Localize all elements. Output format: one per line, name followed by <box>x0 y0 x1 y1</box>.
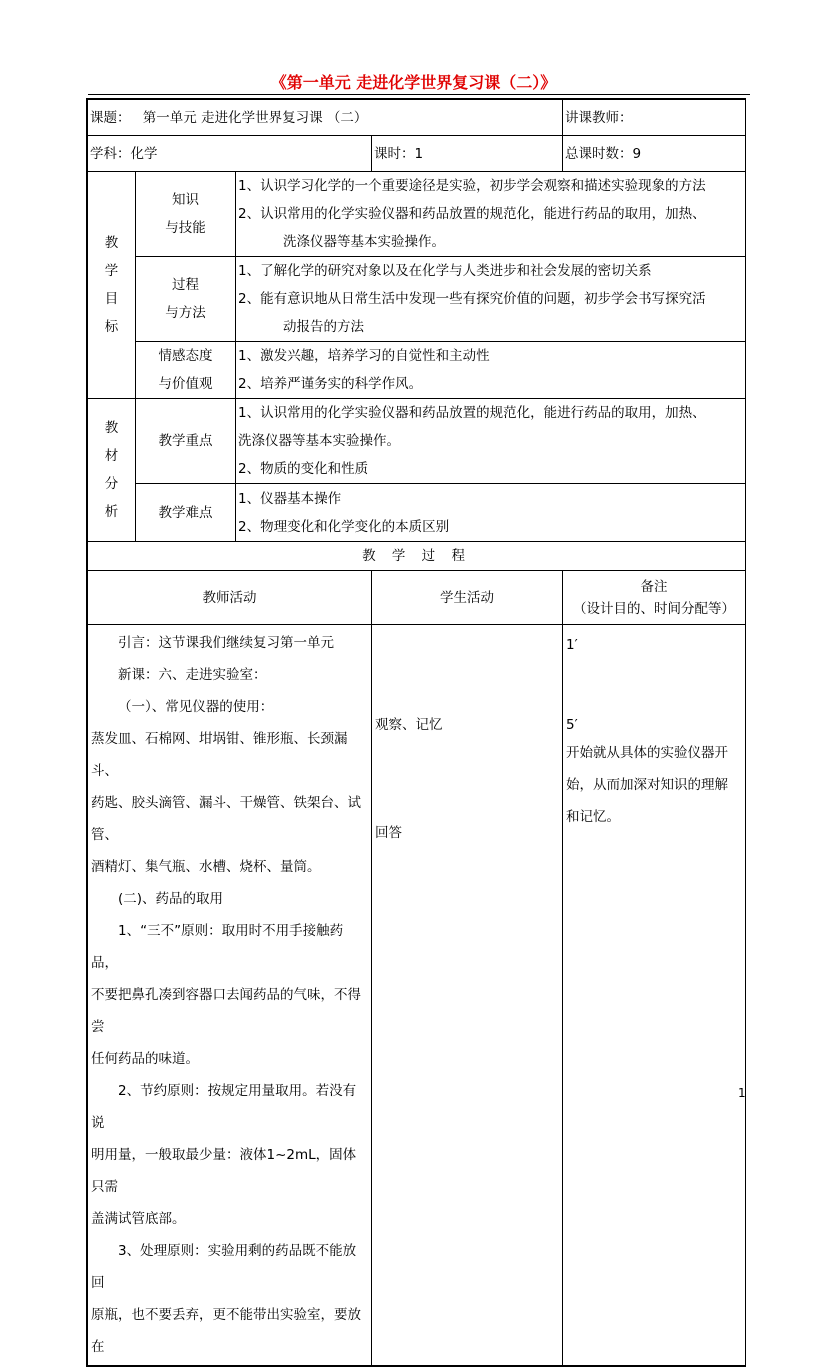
goal-attitude-name: 情感态度 与价值观 <box>136 342 236 399</box>
note-time-5: 5′ <box>566 717 578 733</box>
goal-process-content: 1、了解化学的研究对象以及在化学与人类进步和社会发展的密切关系 2、能有意识地从日常生活中发现一些有探究价值的问题，初步学会书写探究活 动报告的方法 <box>236 257 746 342</box>
student-observe: 观察、记忆 <box>375 717 443 733</box>
hours-cell: 课时：1 <box>372 136 563 172</box>
teacher-cell <box>563 100 746 136</box>
difficulties-content: 1、仪器基本操作 2、物理变化和化学变化的本质区别 <box>236 484 746 542</box>
difficulties-name: 教学难点 <box>136 484 236 542</box>
goal-knowledge-name: 知识 与技能 <box>136 172 236 257</box>
teacher-activity-content: 引言：这节课我们继续复习第一单元 新课：六、走进实验室： （一）、常见仪器的使用： 蒸发皿、石棉网、坩埚钳、锥形瓶、长颈漏斗、 药匙、胶头滴管、漏斗、干燥管、铁架台、试管、 酒精灯、集气瓶、水槽、烧杯、量筒。 (二)、药品的取用 1、“三不”原则：取用时不用手接触药品， 不要把鼻孔凑到容器口去闻药品的气味，不得尝 任何药品的味道。 2、节约原则：按规定用量取用。若没有说 明用量，一般取最少量：液体1~2mL，固体只需 盖满试管底部。 3、处理原则：实验用剩的药品既不能放回 原瓶，也不要丢弃，更不能带出实验室，要放在 <box>88 625 372 1366</box>
process-title: 教 学 过 程 <box>88 542 746 571</box>
note-purpose: 开始就从具体的实验仪器开 始，从而加深对知识的理解 和记忆。 <box>566 745 729 825</box>
goal-process-name: 过程 与方法 <box>136 257 236 342</box>
goals-label: 教 学 目 标 <box>88 172 136 399</box>
teacher-activity-header: 教师活动 <box>88 571 372 625</box>
header-rule <box>88 94 750 95</box>
lesson-plan-table <box>86 98 746 1367</box>
student-activity-content <box>372 625 563 1366</box>
student-activity-header: 学生活动 <box>372 571 563 625</box>
goal-attitude-content: 1、激发兴趣，培养学习的自觉性和主动性 2、培养严谨务实的科学作风。 <box>236 342 746 399</box>
notes-content <box>563 625 746 1366</box>
key-points-name: 教学重点 <box>136 399 236 484</box>
key-points-content: 1、认识常用的化学实验仪器和药品放置的规范化，能进行药品的取用，加热、 洗涤仪器等基本实验操作。 2、物质的变化和性质 <box>236 399 746 484</box>
document-title: 《第一单元 走进化学世界复习课（二）》 <box>270 73 557 92</box>
notes-header: 备注 （设计目的、时间分配等） <box>563 571 746 625</box>
note-time-1: 1′ <box>566 637 578 653</box>
topic-cell <box>88 100 563 136</box>
student-answer: 回答 <box>375 825 402 841</box>
topic-label: 课题： <box>90 109 131 126</box>
analysis-label: 教 材 分 析 <box>88 399 136 542</box>
goal-knowledge-content: 1、认识学习化学的一个重要途径是实验，初步学会观察和描述实验现象的方法 2、认识常用的化学实验仪器和药品放置的规范化，能进行药品的取用，加热、 洗涤仪器等基本实验操作。 <box>236 172 746 257</box>
page-number: 1 <box>738 1086 746 1100</box>
topic-value: 第一单元 走进化学世界复习课 （二） <box>142 109 368 126</box>
teacher-label: 讲课教师： <box>565 109 633 126</box>
total-hours-cell: 总课时数：9 <box>563 136 746 172</box>
subject-cell: 学科：化学 <box>88 136 372 172</box>
